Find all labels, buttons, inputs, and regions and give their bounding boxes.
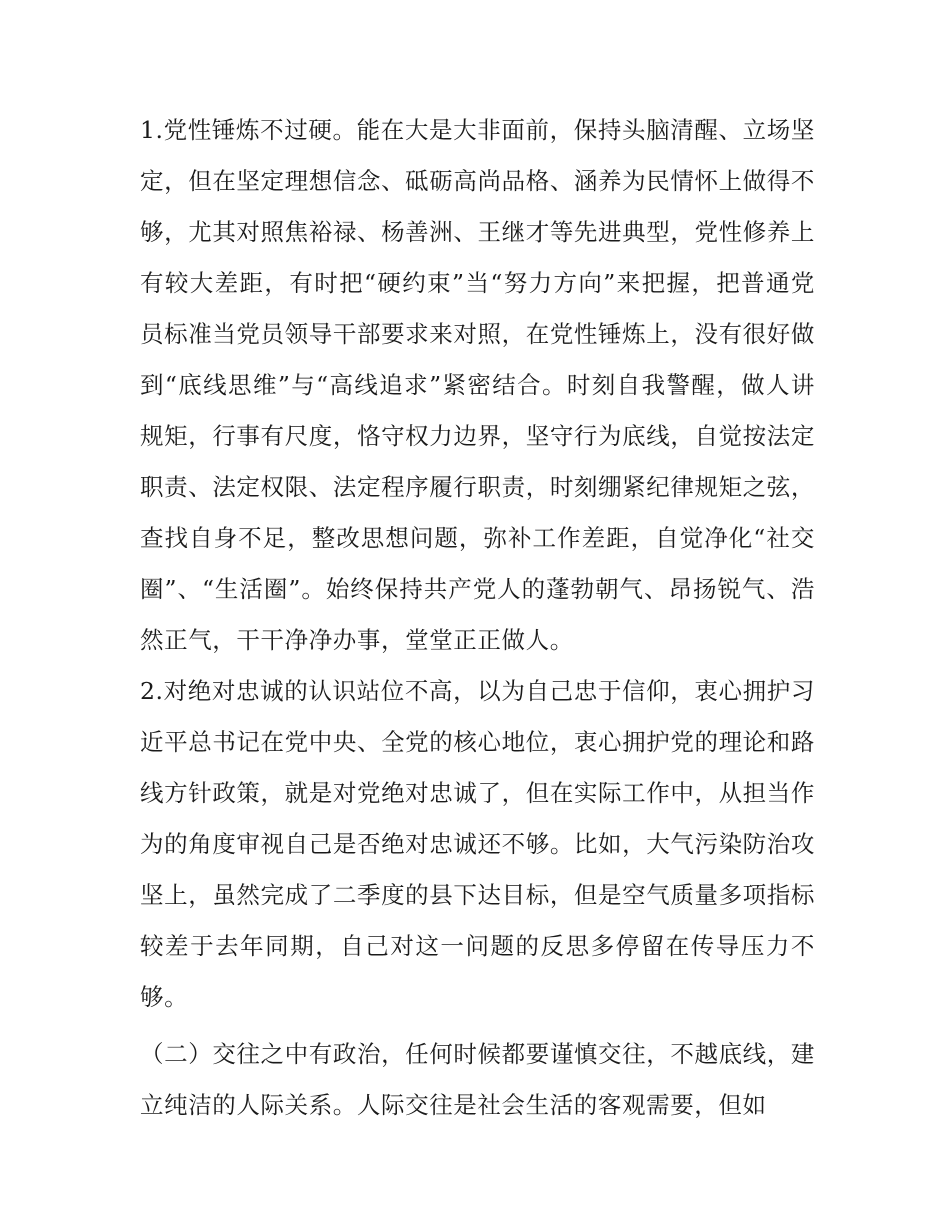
document-page [140,105,815,1131]
paragraph-absolute-loyalty: 2.对绝对忠诚的认识站位不高，以为自己忠于信仰，衷心拥护习近平总书记在党中央、全党的核心地位，衷心拥护党的理论和路线方针政策，就是对党绝对忠诚了，但在实际工作中，从担当作为的角度审视自己是否绝对忠诚还不够。比如，大气污染防治攻坚上，虽然完成了二季度的县下达目标，但是空气质量多项指标较差于去年同期，自己对这一问题的反思多停留在传导压力不够。 [140,677,815,1011]
paragraph-section-two: （二）交往之中有政治，任何时候都要谨慎交往，不越底线，建立纯洁的人际关系。人际交往是社会生活的客观需要，但如 [140,1040,815,1119]
paragraph-party-spirit: 1.党性锤炼不过硬。能在大是大非面前，保持头脑清醒、立场坚定，但在坚定理想信念、砥砺高尚品格、涵养为民情怀上做得不够，尤其对照焦裕禄、杨善洲、王继才等先进典型，党性修养上有较大差距，有时把“硬约束”当“努力方向”来把握，把普通党员标准当党员领导干部要求来对照，在党性锤炼上，没有很好做到“底线思维”与“高线追求”紧密结合。时刻自我警醒，做人讲规矩，行事有尺度，恪守权力边界，坚守行为底线，自觉按法定职责、法定权限、法定程序履行职责，时刻绷紧纪律规矩之弦，查找自身不足，整改思想问题，弥补工作差距，自觉净化“社交圈”、“生活圈”。始终保持共产党人的蓬勃朝气、昂扬锐气、浩然正气，干干净净办事，堂堂正正做人。 [140,116,815,654]
